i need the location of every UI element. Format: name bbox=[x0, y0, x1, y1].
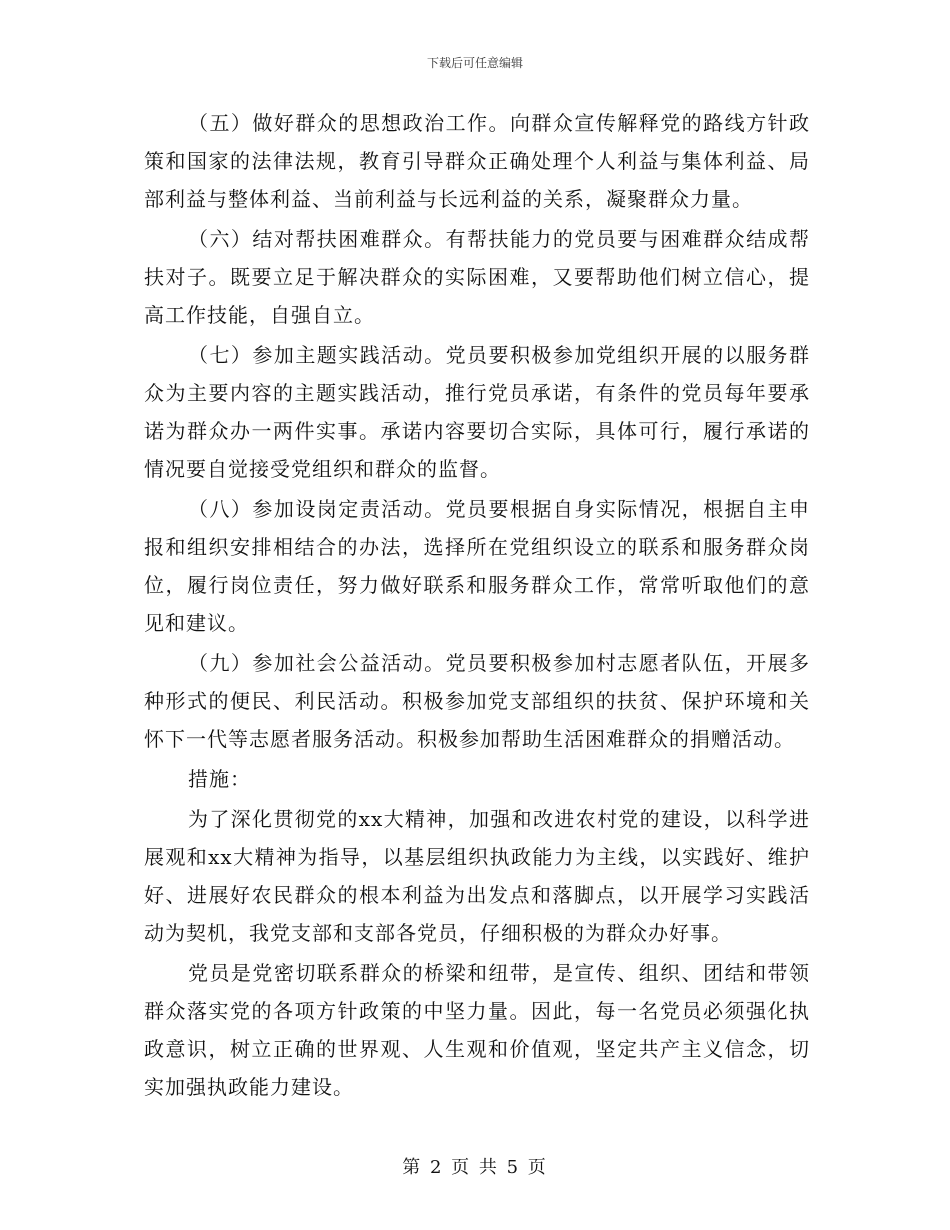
page-header: 下载后可任意编辑 bbox=[426, 56, 523, 70]
paragraph-5: （五）做好群众的思想政治工作。向群众宣传解释党的路线方针政策和国家的法律法规，教育引导群众正确处理个人利益与集体利益、局部利益与整体利益、当前利益与长远利益的关系，凝聚群众力量。 bbox=[144, 111, 810, 211]
measures-heading: 措施： bbox=[188, 767, 251, 791]
paragraph-7: （七）参加主题实践活动。党员要积极参加党组织开展的以服务群众为主要内容的主题实践活动，推行党员承诺，有条件的党员每年要承诺为群众办一两件实事。承诺内容要切合实际，具体可行，履行承诺的情况要自觉接受党组织和群众的监督。 bbox=[144, 343, 810, 481]
measures-paragraph-2: 党员是党密切联系群众的桥梁和纽带，是宣传、组织、团结和带领群众落实党的各项方针政策的中坚力量。因此，每一名党员必须强化执政意识，树立正确的世界观、人生观和价值观，坚定共产主义信念，切实加强执政能力建设。 bbox=[144, 961, 810, 1099]
paragraph-8: （八）参加设岗定责活动。党员要根据自身实际情况，根据自主申报和组织安排相结合的办法，选择所在党组织设立的联系和服务群众岗位，履行岗位责任，努力做好联系和服务群众工作，常常听取他们的意见和建议。 bbox=[144, 497, 810, 635]
paragraph-9: （九）参加社会公益活动。党员要积极参加村志愿者队伍，开展多种形式的便民、利民活动。积极参加党支部组织的扶贫、保护环境和关怀下一代等志愿者服务活动。积极参加帮助生活困难群众的捐赠活动。 bbox=[144, 651, 810, 751]
paragraph-6: （六）结对帮扶困难群众。有帮扶能力的党员要与困难群众结成帮扶对子。既要立足于解决群众的实际困难，又要帮助他们树立信心，提高工作技能，自强自立。 bbox=[144, 227, 810, 327]
measures-paragraph-1: 为了深化贯彻党的xx大精神，加强和改进农村党的建设，以科学进展观和xx大精神为指导，以基层组织执政能力为主线，以实践好、维护好、进展好农民群众的根本利益为出发点和落脚点，以开展学习实践活动为契机，我党支部和支部各党员，仔细积极的为群众办好事。 bbox=[144, 807, 810, 945]
page-number-footer: 第 2 页 共 5 页 bbox=[402, 1157, 548, 1178]
document-body bbox=[144, 104, 810, 1108]
